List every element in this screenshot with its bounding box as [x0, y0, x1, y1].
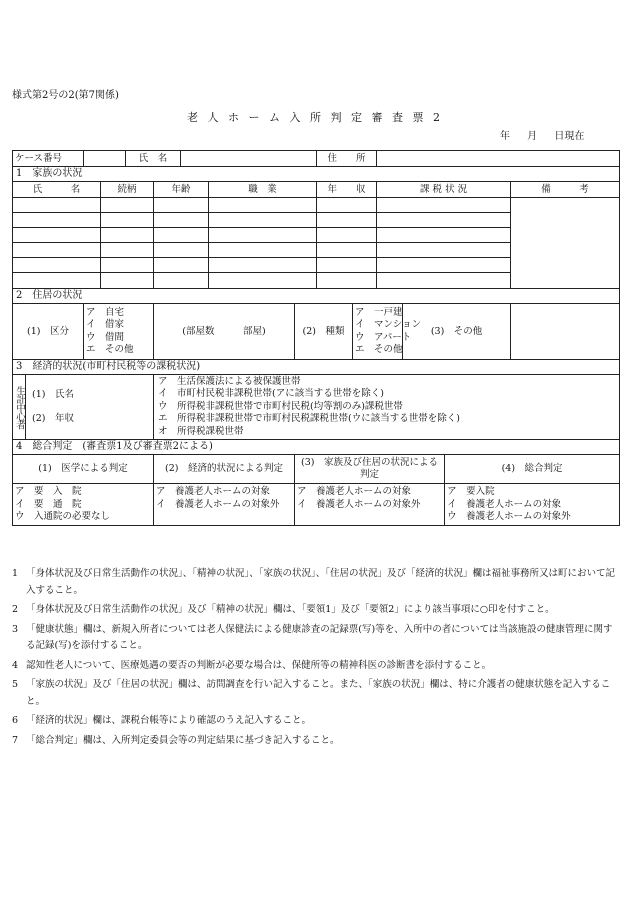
- note-item: 3 「健康状態」欄は、新規入所者については老人保健法による健康診査の記録票(写)等を、入所中の者については当該施設の健康管理に関する記録(写)を添付すること。: [12, 623, 613, 651]
- housing-rooms[interactable]: (部屋数 部屋): [154, 304, 295, 360]
- family-remarks-field[interactable]: [511, 198, 620, 289]
- family-heading: 1 家族の状況: [13, 167, 620, 182]
- breadwinner-income-label: (2) 年収: [32, 413, 74, 424]
- family-col-remarks: 備 考: [511, 182, 620, 198]
- breadwinner-name-label: (1) 氏名: [32, 388, 74, 400]
- tax-status-option[interactable]: エ 所得税非課税世帯で市町村民税課税世帯(ウに該当する世帯を除く): [158, 413, 460, 425]
- assessment-form: [12, 150, 620, 526]
- family-col-relation: 続柄: [101, 182, 154, 198]
- family-col-age: 年齢: [154, 182, 209, 198]
- housing-category-label: (1) 区分: [13, 304, 84, 360]
- family-col-job: 職 業: [209, 182, 317, 198]
- family-col-tax: 課 税 状 況: [377, 182, 511, 198]
- address-field[interactable]: [377, 151, 620, 167]
- date-line: 年 月 日現在: [500, 131, 585, 142]
- judgment-option[interactable]: ア 要 入 院: [15, 486, 82, 497]
- judgment-option[interactable]: ア 養護老人ホームの対象: [297, 486, 412, 497]
- note-item: 6 「経済的状況」欄は、課税台帳等により確認のうえ記入すること。: [12, 715, 312, 726]
- housing-category-option[interactable]: ア 自宅: [86, 306, 125, 318]
- note-item: 1 「身体状況及び日常生活動作の状況」、「精神の状況」、「家族の状況」、「住居の状況」及び「経済的状況」欄は福祉事務所又は町において記入すること。: [12, 568, 616, 596]
- judgment-option[interactable]: イ 養護老人ホームの対象外: [156, 498, 280, 510]
- tax-status-option[interactable]: ア 生活保護法による被保護世帯: [158, 375, 301, 387]
- case-no-field[interactable]: [84, 151, 126, 167]
- housing-type-option[interactable]: ウ アパート: [355, 331, 412, 343]
- judgment-option[interactable]: ア 養護老人ホームの対象: [156, 486, 271, 497]
- judgment-overall-options[interactable]: [445, 484, 620, 526]
- housing-category-options[interactable]: [84, 304, 154, 360]
- address-label: 住 所: [317, 151, 377, 167]
- judgment-overall-title: (4) 総合判定: [445, 455, 620, 484]
- judgment-option[interactable]: ア 要入院: [447, 486, 495, 497]
- housing-other-field[interactable]: [511, 304, 620, 360]
- judgment-option[interactable]: イ 養護老人ホームの対象: [447, 498, 562, 510]
- housing-other-label: (3) その他: [403, 304, 511, 360]
- housing-type-option[interactable]: イ マンション: [355, 319, 422, 330]
- housing-category-option[interactable]: ウ 借間: [86, 331, 125, 343]
- judgment-medical-title: (1) 医学による判定: [13, 455, 154, 484]
- tax-status-option[interactable]: オ 所得税課税世帯: [158, 425, 244, 437]
- note-item: 5 「家族の状況」及び「住居の状況」欄は、訪問調査を行い記入すること。また、「家族の状況」欄は、特に介護者の健康状態を記入すること。: [12, 679, 611, 707]
- judgment-medical-options[interactable]: [13, 484, 154, 526]
- judgment-option[interactable]: イ 養護老人ホームの対象外: [297, 498, 421, 510]
- name-label: 氏 名: [126, 151, 181, 167]
- note-item: 2 「身体状況及び日常生活動作の状況」及び「精神の状況」欄は、「要領1」及び「要領2」により該当事項に○印を付すこと。: [12, 604, 555, 615]
- tax-status-option[interactable]: イ 市町村民税非課税世帯(アに該当する世帯を除く): [158, 388, 384, 400]
- judgment-economic-title: (2) 経済的状況による判定: [154, 455, 295, 484]
- housing-type-options[interactable]: [353, 304, 422, 360]
- housing-heading: 2 住居の状況: [13, 289, 620, 304]
- tax-status-option[interactable]: ウ 所得税非課税世帯で市町村民税(均等割のみ)課税世帯: [158, 400, 403, 412]
- judgment-family-options[interactable]: [295, 484, 445, 526]
- judgment-option[interactable]: イ 要 通 院: [15, 498, 82, 510]
- case-no-label: ケース番号: [13, 151, 84, 167]
- housing-type-label: (2) 種類: [295, 304, 353, 360]
- breadwinner-label: 生計中心者: [13, 375, 26, 440]
- economic-heading: 3 経済的状況(市町村民税等の課税状況): [13, 360, 620, 375]
- judgment-heading: 4 総合判定 (審査票1及び審査票2による): [13, 440, 620, 455]
- family-col-income: 年 収: [317, 182, 377, 198]
- housing-type-option[interactable]: ア 一戸建: [355, 306, 403, 318]
- family-col-name: 氏 名: [13, 182, 101, 198]
- note-item: 7 「総合判定」欄は、入所判定委員会等の判定結果に基づき記入すること。: [12, 734, 340, 746]
- judgment-family-title: (3) 家族及び住居の状況による判定: [295, 455, 445, 484]
- judgment-option[interactable]: ウ 養護老人ホームの対象外: [447, 511, 571, 522]
- notes: [12, 566, 618, 752]
- page-title: 老 人 ホ ー ム 入 所 判 定 審 査 票 2: [187, 111, 443, 124]
- form-number: 様式第2号の2(第7関係): [12, 90, 119, 101]
- judgment-option[interactable]: ウ 入通院の必要なし: [15, 511, 111, 522]
- table-row[interactable]: [13, 198, 620, 213]
- note-item: 4 認知性老人について、医療処遇の要否の判断が必要な場合は、保健所等の精神科医の診断書を添付すること。: [12, 659, 492, 671]
- tax-status-options[interactable]: [154, 375, 620, 440]
- judgment-economic-options[interactable]: [154, 484, 295, 526]
- housing-category-option[interactable]: エ その他: [86, 344, 134, 355]
- housing-category-option[interactable]: イ 借家: [86, 319, 125, 330]
- housing-type-option[interactable]: エ その他: [355, 344, 403, 355]
- family-header-row: [13, 182, 620, 198]
- name-field[interactable]: [181, 151, 317, 167]
- breadwinner-fields[interactable]: [26, 375, 154, 440]
